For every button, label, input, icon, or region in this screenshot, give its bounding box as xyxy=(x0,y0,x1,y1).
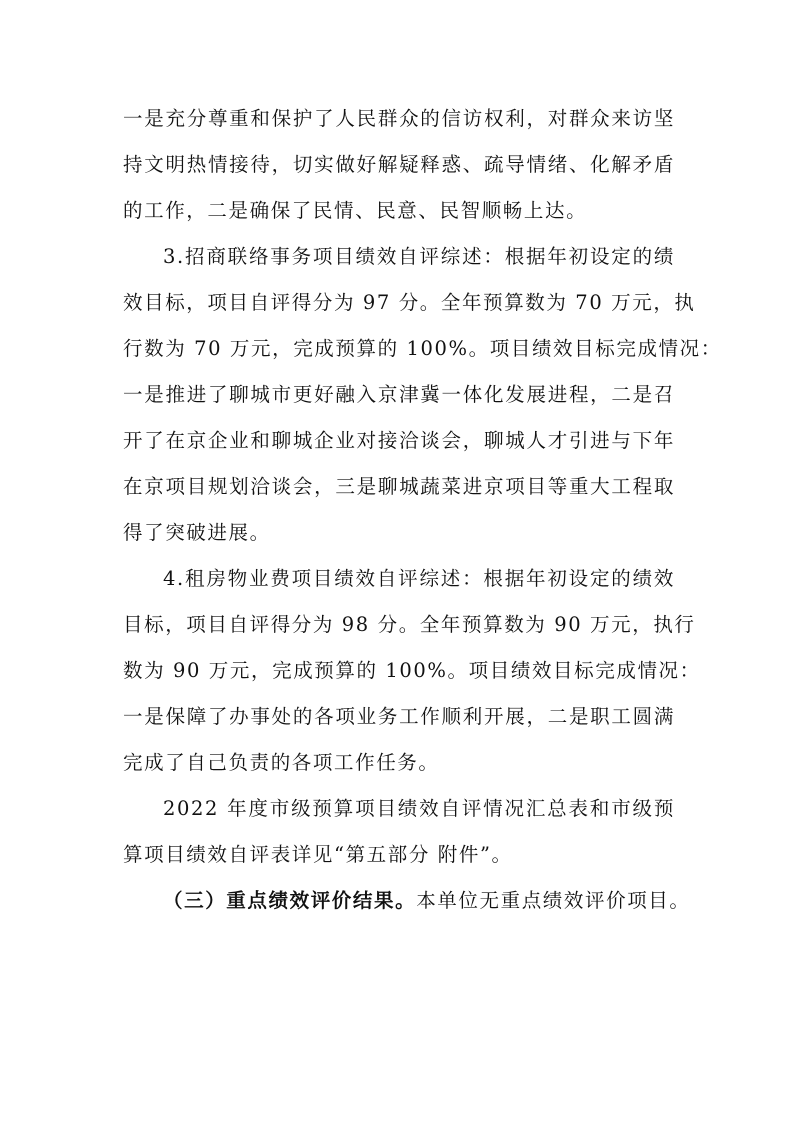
text-line: 目标，项目自评得分为 98 分。全年预算数为 90 万元，执行 xyxy=(123,613,696,636)
text-line: 3.招商联络事务项目绩效自评综述：根据年初设定的绩 xyxy=(163,245,675,268)
text-line: 效目标，项目自评得分为 97 分。全年预算数为 70 万元，执 xyxy=(123,291,696,314)
text-line: 的工作，二是确保了民情、民意、民智顺畅上达。 xyxy=(123,199,588,222)
paragraph-petition-results xyxy=(123,96,675,234)
text-line: 持文明热情接待，切实做好解疑释惑、疏导情绪、化解矛盾 xyxy=(123,153,675,176)
text-line: 4.租房物业费项目绩效自评综述：根据年初设定的绩效 xyxy=(163,567,675,590)
section-text: 本单位无重点绩效评价项目。 xyxy=(416,889,691,912)
paragraph-rent-property-fee xyxy=(123,556,701,786)
text-line: 在京项目规划洽谈会，三是聊城蔬菜进京项目等重大工程取 xyxy=(123,475,675,498)
text-line: 数为 90 万元，完成预算的 100%。项目绩效目标完成情况： xyxy=(123,659,701,682)
text-line: 2022 年度市级预算项目绩效自评情况汇总表和市级预 xyxy=(163,797,675,820)
section-key-evaluation xyxy=(123,878,691,924)
text-line: 行数为 70 万元，完成预算的 100%。项目绩效目标完成情况： xyxy=(123,337,722,360)
text-line: 得了突破进展。 xyxy=(123,521,271,544)
text-line: 开了在京企业和聊城企业对接洽谈会，聊城人才引进与下年 xyxy=(123,429,675,452)
text-line: 算项目绩效自评表详见“第五部分 附件”。 xyxy=(123,843,513,866)
paragraph-appendix-reference xyxy=(123,786,675,878)
text-line: 一是保障了办事处的各项业务工作顺利开展，二是职工圆满 xyxy=(123,705,675,728)
paragraph-investment-liaison xyxy=(123,234,722,556)
text-line: 一是充分尊重和保护了人民群众的信访权利，对群众来访坚 xyxy=(123,107,675,130)
text-line: 一是推进了聊城市更好融入京津冀一体化发展进程，二是召 xyxy=(123,383,675,406)
section-heading: （三）重点绩效评价结果。 xyxy=(163,889,417,912)
text-line: 完成了自己负责的各项工作任务。 xyxy=(123,751,440,774)
document-body xyxy=(123,96,722,924)
